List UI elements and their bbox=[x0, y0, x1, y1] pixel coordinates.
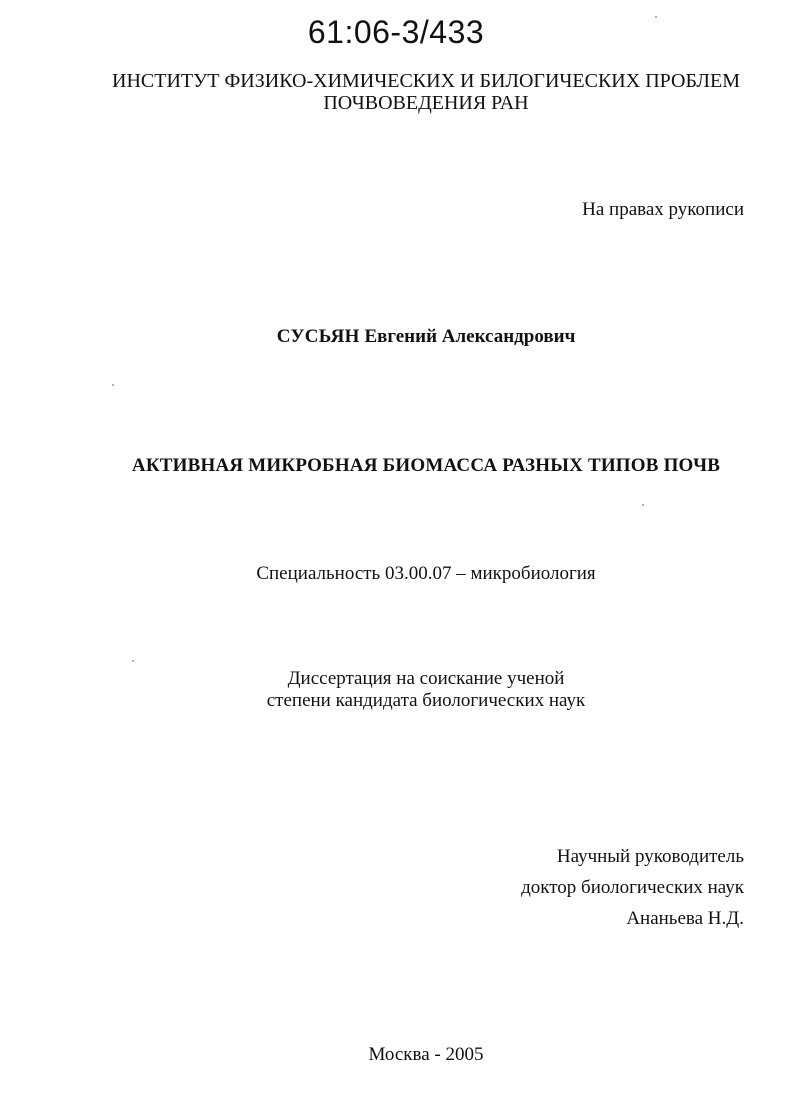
scan-speck bbox=[132, 660, 134, 662]
specialty-line: Специальность 03.00.07 – микробиология bbox=[256, 563, 596, 584]
catalog-number: 61:06-3/433 bbox=[307, 14, 485, 50]
author-given-names: Евгений Александрович bbox=[364, 326, 576, 347]
degree-statement bbox=[0, 668, 792, 712]
degree-line-2: степени кандидата биологических наук bbox=[266, 690, 586, 711]
institute-line-1: ИНСТИТУТ ФИЗИКО-ХИМИЧЕСКИХ И БИЛОГИЧЕСКИХ ПРОБЛЕМ bbox=[112, 70, 740, 92]
supervisor-role: Научный руководитель bbox=[556, 846, 744, 867]
scan-speck bbox=[642, 504, 644, 506]
supervisor-degree: доктор биологических наук bbox=[521, 877, 744, 898]
degree-line-1: Диссертация на соискание ученой bbox=[287, 668, 565, 689]
supervisor-name: Ананьева Н.Д. bbox=[626, 908, 744, 929]
supervisor-block bbox=[521, 841, 744, 934]
dissertation-title: АКТИВНАЯ МИКРОБНАЯ БИОМАССА РАЗНЫХ ТИПОВ ПОЧВ bbox=[131, 455, 721, 476]
city-year: Москва - 2005 bbox=[368, 1044, 484, 1065]
scan-speck bbox=[112, 384, 114, 386]
author-name bbox=[0, 326, 792, 348]
author-surname: СУСЬЯН bbox=[276, 326, 360, 347]
scan-speck bbox=[655, 16, 657, 18]
manuscript-rights-note: На правах рукописи bbox=[582, 199, 744, 220]
institute-line-2: ПОЧВОВЕДЕНИЯ РАН bbox=[323, 92, 529, 114]
institute-name bbox=[0, 70, 792, 114]
